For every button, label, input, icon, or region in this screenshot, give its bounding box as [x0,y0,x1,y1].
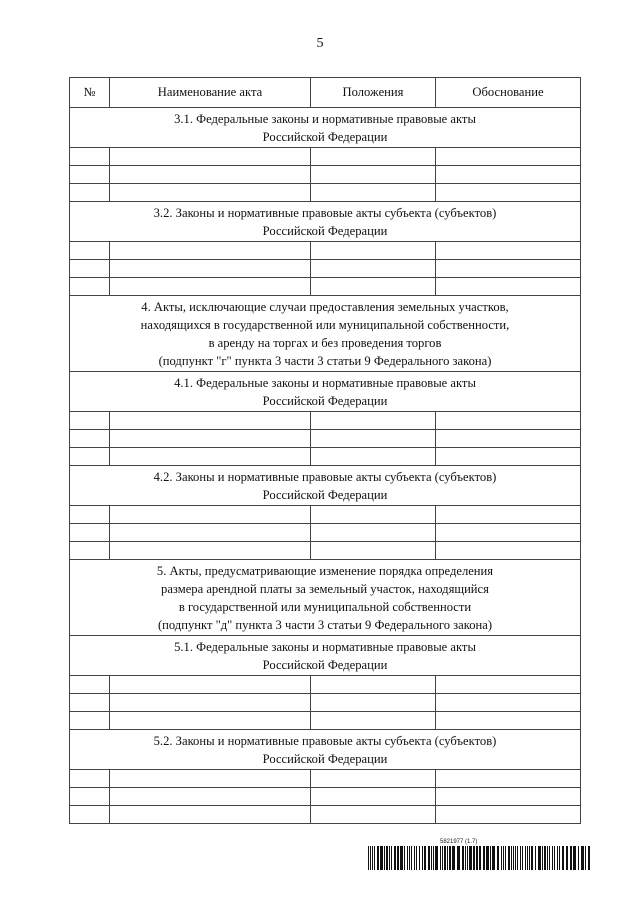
table-cell[interactable] [311,448,436,466]
table-cell[interactable] [311,694,436,712]
table-cell[interactable] [110,770,311,788]
table-row [70,412,581,430]
section-heading [70,730,581,770]
table-cell[interactable] [110,806,311,824]
table-cell[interactable] [311,184,436,202]
table-cell[interactable] [110,242,311,260]
table-cell[interactable] [110,676,311,694]
table-cell[interactable] [436,148,581,166]
section-row [70,636,581,676]
table-row [70,694,581,712]
table-cell[interactable] [311,166,436,184]
section-row [70,560,581,636]
table-cell[interactable] [70,448,110,466]
section-line: 5.1. Федеральные законы и нормативные правовые акты [174,639,476,654]
table-cell[interactable] [110,278,311,296]
table-row [70,260,581,278]
table-row [70,542,581,560]
section-line: 3.1. Федеральные законы и нормативные правовые акты [174,111,476,126]
table-cell[interactable] [436,184,581,202]
section-line: находящихся в государственной или муниципальной собственности, [140,317,510,332]
section-row [70,466,581,506]
section-line: Российской Федерации [262,657,388,672]
table-cell[interactable] [311,242,436,260]
section-heading [70,296,581,372]
section-line: (подпункт "д" пункта 3 части 3 статьи 9 Федерального закона) [157,617,493,632]
table-cell[interactable] [110,148,311,166]
table-cell[interactable] [311,278,436,296]
section-line: 5. Акты, предусматривающие изменение порядка определения [156,563,494,578]
table-row [70,278,581,296]
table-cell[interactable] [110,260,311,278]
section-heading [70,202,581,242]
header-provisions: Положения [311,78,436,108]
table-row [70,506,581,524]
table-cell[interactable] [436,260,581,278]
table-cell[interactable] [110,412,311,430]
table-cell[interactable] [311,542,436,560]
table-cell[interactable] [70,788,110,806]
document-code: 5821977 (1.7) [440,839,478,845]
header-justification: Обоснование [436,78,581,108]
table-cell[interactable] [436,712,581,730]
table-cell[interactable] [436,542,581,560]
table-cell[interactable] [70,260,110,278]
table-cell[interactable] [436,448,581,466]
section-line: 5.2. Законы и нормативные правовые акты субъекта (субъектов) [153,733,497,748]
table-cell[interactable] [110,166,311,184]
acts-table [69,77,581,824]
section-line: Российской Федерации [262,223,388,238]
section-line: 4. Акты, исключающие случаи предоставления земельных участков, [141,299,509,314]
table-cell[interactable] [311,412,436,430]
section-row [70,202,581,242]
header-act-name: Наименование акта [110,78,311,108]
section-row [70,108,581,148]
table-cell[interactable] [70,184,110,202]
table-row [70,712,581,730]
section-line: Российской Федерации [262,487,388,502]
table-cell[interactable] [110,788,311,806]
table-cell[interactable] [311,788,436,806]
table-cell[interactable] [436,676,581,694]
section-line: 3.2. Законы и нормативные правовые акты субъекта (субъектов) [153,205,497,220]
table-cell[interactable] [110,694,311,712]
table-cell[interactable] [110,184,311,202]
section-line: Российской Федерации [262,751,388,766]
table-cell[interactable] [70,712,110,730]
section-row [70,372,581,412]
table-cell[interactable] [311,148,436,166]
section-line: 4.1. Федеральные законы и нормативные правовые акты [174,375,476,390]
table-cell[interactable] [436,430,581,448]
table-cell[interactable] [70,278,110,296]
table-cell[interactable] [311,524,436,542]
table-cell[interactable] [70,806,110,824]
table-row [70,166,581,184]
page-number: 5 [316,36,324,51]
table-cell[interactable] [311,506,436,524]
table-row [70,448,581,466]
section-heading [70,108,581,148]
section-line: 4.2. Законы и нормативные правовые акты субъекта (субъектов) [153,469,497,484]
section-line: Российской Федерации [262,129,388,144]
section-line: в государственной или муниципальной собственности [178,599,472,614]
table-row [70,242,581,260]
table-cell[interactable] [311,712,436,730]
table-cell[interactable] [311,260,436,278]
section-heading [70,372,581,412]
table-cell[interactable] [70,524,110,542]
table-cell[interactable] [70,506,110,524]
table-cell[interactable] [110,430,311,448]
section-heading [70,636,581,676]
section-row [70,296,581,372]
table-row [70,788,581,806]
table-cell[interactable] [110,542,311,560]
section-row [70,730,581,770]
table-cell[interactable] [70,430,110,448]
table-cell[interactable] [110,448,311,466]
section-line: (подпункт "г" пункта 3 части 3 статьи 9 Федерального закона) [158,353,492,368]
table-cell[interactable] [70,676,110,694]
header-number: № [70,78,110,108]
section-heading [70,466,581,506]
table-row [70,148,581,166]
table-row [70,676,581,694]
table-cell[interactable] [311,806,436,824]
table-row [70,524,581,542]
table-cell[interactable] [110,712,311,730]
table-cell[interactable] [70,542,110,560]
table-cell[interactable] [311,676,436,694]
table-cell[interactable] [436,788,581,806]
section-line: в аренду на торгах и без проведения торгов [208,335,442,350]
table-cell[interactable] [436,412,581,430]
table-cell[interactable] [436,806,581,824]
table-cell[interactable] [436,242,581,260]
table-cell[interactable] [70,242,110,260]
barcode-icon [368,846,590,870]
table-cell[interactable] [110,524,311,542]
table-row [70,806,581,824]
table-cell[interactable] [436,524,581,542]
table-cell[interactable] [436,694,581,712]
section-line: Российской Федерации [262,393,388,408]
table-cell[interactable] [70,412,110,430]
section-line: размера арендной платы за земельный участок, находящийся [161,581,489,596]
table-cell[interactable] [70,770,110,788]
table-cell[interactable] [436,166,581,184]
table-row [70,770,581,788]
table-cell[interactable] [70,148,110,166]
table-row [70,184,581,202]
table-row [70,430,581,448]
table-cell[interactable] [70,166,110,184]
table-cell[interactable] [110,506,311,524]
table-cell[interactable] [436,506,581,524]
table-cell[interactable] [70,694,110,712]
table-cell[interactable] [436,770,581,788]
table-cell[interactable] [311,430,436,448]
table-header-row [70,78,581,108]
section-heading [70,560,581,636]
table-cell[interactable] [436,278,581,296]
table-cell[interactable] [311,770,436,788]
